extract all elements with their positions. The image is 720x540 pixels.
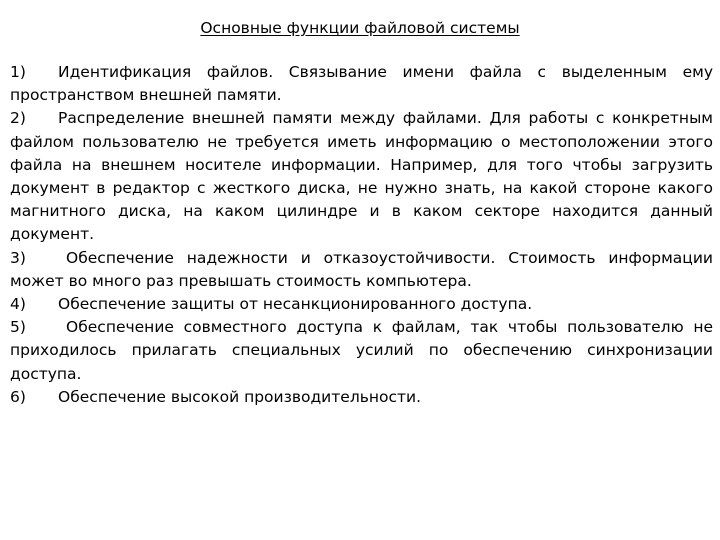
item-number: 1) [10, 63, 26, 81]
list-item [10, 247, 713, 293]
function-list [10, 61, 713, 409]
item-number: 4) [10, 295, 26, 314]
item-number: 2) [10, 109, 26, 128]
item-number: 6) [10, 387, 26, 406]
item-text: Распределение внешней памяти между файлами. Для работы с конкретным файлом пользователю не требуется иметь информацию о местоположении этого файла на внешнем носителе информации. Например, для того чтобы загрузить документ в редактор с жесткого диска, не нужно знать, на какой стороне какого магнитного диска, на каком цилиндре и в каком секторе находится данный документ. [10, 109, 713, 244]
list-item [10, 293, 713, 316]
item-number: 3) [10, 248, 26, 267]
item-text: Идентификация файлов. Связывание имени файла с выделенным ему пространством внешней памяти. [10, 63, 713, 105]
list-item [10, 386, 713, 409]
list-item [10, 107, 713, 246]
item-text: Обеспечение защиты от несанкционированного доступа. [58, 295, 533, 314]
list-item [10, 316, 713, 386]
list-item [10, 61, 713, 107]
item-text: Обеспечение совместного доступа к файлам, так чтобы пользователю не приходилось прилагать специальных усилий по обеспечению синхронизации доступа. [10, 318, 713, 383]
page-title: Основные функции файловой системы [200, 19, 520, 37]
item-number: 5) [10, 318, 26, 337]
item-text: Обеспечение надежности и отказоустойчивости. Стоимость информации может во много раз превышать стоимость компьютера. [10, 248, 713, 290]
item-text: Обеспечение высокой производительности. [58, 387, 422, 406]
